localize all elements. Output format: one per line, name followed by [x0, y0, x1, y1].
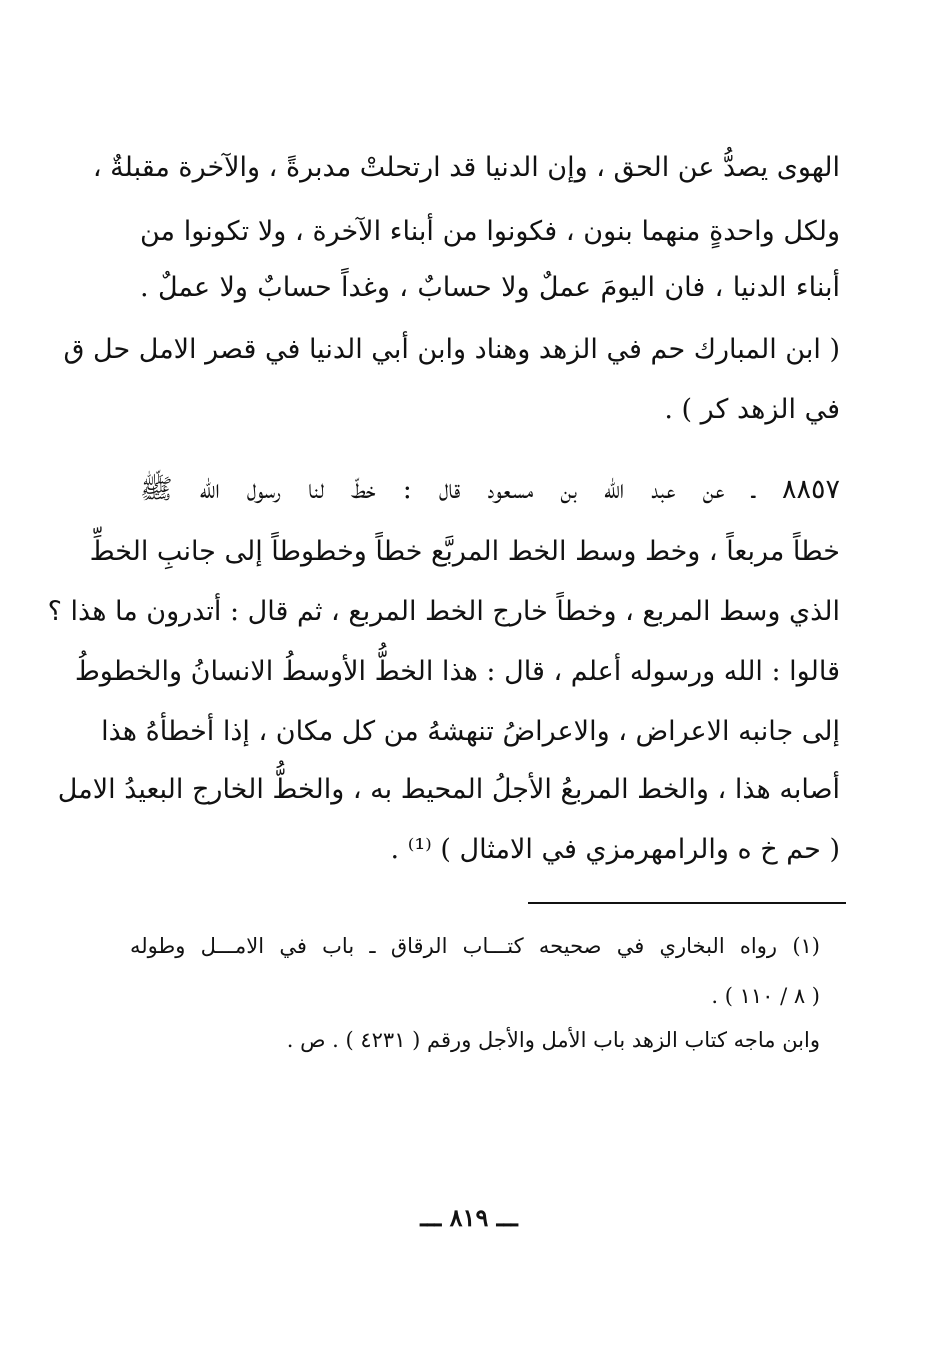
text-line: ولكل واحدةٍ منهما بنون ، فكونوا من أبناء الآخرة ، ولا تكونوا من [140, 216, 840, 247]
text-line: أبناء الدنيا ، فان اليومَ عملٌ ولا حسابٌ ، وغداً حسابٌ ولا عملٌ . [140, 272, 840, 303]
footnote-line: (١) رواه البخاري في صحيحه كتـــاب الرقاق ـ باب في الامـــل وطوله [130, 934, 820, 958]
page-number: ـــ ٨١٩ ـــ [420, 1203, 518, 1232]
footnote-divider [528, 902, 846, 904]
text-line: ( ابن المبارك حم في الزهد وهناد وابن أبي الدنيا في قصر الامل حل ق [63, 334, 840, 365]
text-line: ( حم خ ه والرامهرمزي في الامثال ) ⁽¹⁾ . [390, 834, 840, 865]
text-line: قالوا : الله ورسوله أعلم ، قال : هذا الخطُّ الأوسطُ الانسانُ والخطوطُ [74, 656, 840, 687]
footnote-line: ( ٨ / ١١٠ ) . [711, 984, 820, 1008]
text-line: الذي وسط المربع ، وخطاً خارج الخط المربع ، ثم قال : أتدرون ما هذا ؟ [47, 596, 840, 627]
footnote-line: وابن ماجه كتاب الزهد باب الأمل والأجل ورقم ( ٤٢٣١ ) . ص . [286, 1028, 820, 1052]
text-line: أصابه هذا ، والخط المربعُ الأجلُ المحيط به ، والخطُّ الخارج البعيدُ الامل [57, 774, 840, 805]
hadith-heading-line: ٨٨٥٧ ـ عن عبد الله بن مسعود قال : خطّ لنا رسول الله ﷺ [140, 474, 840, 505]
text-line: الهوى يصدُّ عن الحق ، وإن الدنيا قد ارتحلتْ مدبرةً ، والآخرة مقبلةٌ ، [92, 152, 840, 183]
text-line: إلى جانبه الاعراض ، والاعراضُ تنهشهُ من كل مكان ، إذا أخطأهُ هذا [101, 716, 840, 747]
text-line: خطاً مربعاً ، وخط وسط الخط المربَّع خطاً وخطوطاً إلى جانبِ الخطِّ [89, 536, 840, 567]
text-line: في الزهد كر ) . [664, 394, 840, 425]
